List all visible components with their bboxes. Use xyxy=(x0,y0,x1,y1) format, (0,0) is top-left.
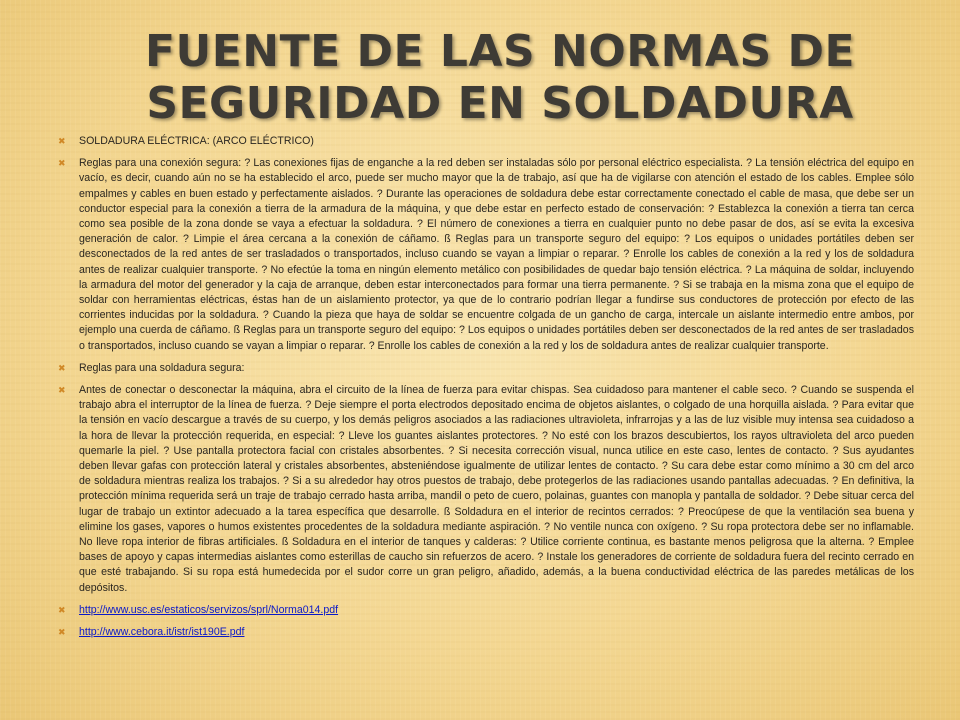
bullet-item-link-usc xyxy=(58,603,914,618)
bullet-x-icon: ✖ xyxy=(58,158,66,169)
bullet-item-safe-welding-heading xyxy=(58,361,914,376)
bullet-item-safe-welding-rules xyxy=(58,383,914,596)
bullet-text: Antes de conectar o desconectar la máquina, abra el circuito de la línea de fuerza para evitar chispas. Sea cuidadoso para mantener el cable seco. ? Cuando se suspenda el trabajo abra el interruptor de la línea de fuerza. ? Deje siempre el porta electrodos depositado encima de objetos aislantes, o colgado de una horquilla aislada. ? Para evitar que la tensión en vacío descargue a través de su cuerpo, y los demás peligros asociados a las radiaciones ultravioleta, infrarrojas y a las de luz visible muy intensa sea cuidadoso a la hora de llevar la protección requerida, en especial: ? Lleve los guantes aislantes protectores. ? No esté con los brazos descubiertos, los rayos ultravioleta del arco pueden quemarle la piel. ? Use pantalla protectora facial con cristales absorbentes. ? Si necesita corrección visual, nunca utilice en este caso, lentes de contacto. ? Sus ayudantes deben llevar gafas con protección lateral y cristales absorbentes, absteniéndose igualmente de utilizar lentes de contacto. ? Su cara debe estar como mínimo a 30 cm del arco de soldadura mientras realiza los trabajos. ? Si a su alrededor hay otros puestos de trabajo, debe protegerlos de las radiaciones usando pantallas adecuadas. ? En definitiva, la protección mínima requerida será un traje de trabajo cerrado hasta arriba, mandil o peto de cuero, polainas, guantes con manopla y pantalla de soldador. ? Debe situar cerca del lugar de trabajo un extintor adecuado a la tarea específica que desarrolle. ß Soldadura en el interior de recintos cerrados: ? Preocúpese de que la ventilación sea buena y elimine los gases, vapores o humos existentes procedentes de la soldadura mediante aspiración. ? No ventile nunca con oxígeno. ? Su ropa protectora debe ser no inflamable. No lleve ropa interior de fibras artificiales. ß Soldadura en el interior de tanques y calderas: ? Utilice corriente continua, es bastante menos peligrosa que la alterna. ? Emplee bases de apoyo y capas intermedias aislantes como esterillas de caucho sin refuerzos de acero. ? Instale los generadores de corriente de soldadura fuera del recinto cerrado en que esté trabajando. Si su ropa está humedecida por el sudor corre un gran peligro, añadido, además, a la buena conductividad eléctrica de las paredes metálicas de los depósitos. xyxy=(79,384,914,594)
bullet-item-safe-connection xyxy=(58,156,914,354)
bullet-text: Reglas para una conexión segura: ? Las conexiones fijas de enganche a la red deben ser instaladas sólo por personal eléctrico especialista. ? La tensión eléctrica del equipo en vacío, es decir, cuando aún no se ha establecido el arco, puede ser mucho mayor que la de trabajo, así que ha de vigilarse con atención el estado de los cables. Emplee sólo empalmes y cables en buen estado y perfectamente aislados. ? Durante las operaciones de soldadura debe estar correctamente conectado el cable de masa, que debe ser un conductor especial para la conexión a tierra de la armadura de la máquina, y que debe estar en perfecto estado de conservación: ? Establezca la conexión a tierra tan cerca como sea posible de la zona donde se vaya a efectuar la soldadura. ? El número de conexiones a tierra en cualquier punto no debe pasar de dos, así se evita la excesiva generación de calor. ? Limpie el área cercana a la conexión de cáñamo. ß Reglas para un transporte seguro del equipo: ? Los equipos o unidades portátiles deben ser desconectados de la red antes de ser trasladados o transportados, incluso cuando se vayan a limpiar o reparar. ? Enrolle los cables de conexión a la red y los de soldadura antes de realizar cualquier transporte. ? No efectúe la toma en ningún elemento metálico con posibilidades de quedar bajo tensión eléctrica. ? La máquina de soldar, incluyendo la armadura del motor del generador y la caja de arranque, deben estar interconectados para formar una tierra permanente. ? Si se trabaja en la misma zona que el equipo de soldar con herramientas eléctricas, éstas han de un aislamiento protector, ya que de lo contrario podrían llegar a fundirse sus conductores de protección por efecto de las corrientes inducidas por la soldadura. ? Cuando la pieza que haya de soldar se encuentre colgada de un gancho de carga, intercale un aislante intermedio entre ambos, por ejemplo una cuerda de cáñamo. ß Reglas para un transporte seguro del equipo: ? Los equipos o unidades portátiles deben ser desconectados de la red antes de ser trasladados o transportados, incluso cuando se vayan a limpiar o reparar. ? Enrolle los cables de conexión a la red y los de soldadura antes de realizar cualquier transporte. xyxy=(79,157,914,352)
bullet-item-arc-welding xyxy=(58,134,914,149)
bullet-x-icon: ✖ xyxy=(58,362,66,373)
bullet-x-icon: ✖ xyxy=(58,627,66,638)
slide-body xyxy=(58,134,914,647)
bullet-text: Reglas para una soldadura segura: xyxy=(79,361,245,374)
bullet-x-icon: ✖ xyxy=(58,136,66,146)
bullet-text: SOLDADURA ELÉCTRICA: (ARCO ELÉCTRICO) xyxy=(79,135,314,147)
bullet-item-link-cebora xyxy=(58,625,914,640)
source-link-usc[interactable]: http://www.usc.es/estaticos/servizos/sprl/Norma014.pdf xyxy=(79,603,339,616)
source-link-cebora[interactable]: http://www.cebora.it/istr/ist190E.pdf xyxy=(79,626,245,639)
slide-title: FUENTE DE LAS NORMAS DE SEGURIDAD EN SOLDADURA xyxy=(144,26,856,129)
bullet-x-icon: ✖ xyxy=(58,385,66,396)
bullet-x-icon: ✖ xyxy=(58,604,66,615)
